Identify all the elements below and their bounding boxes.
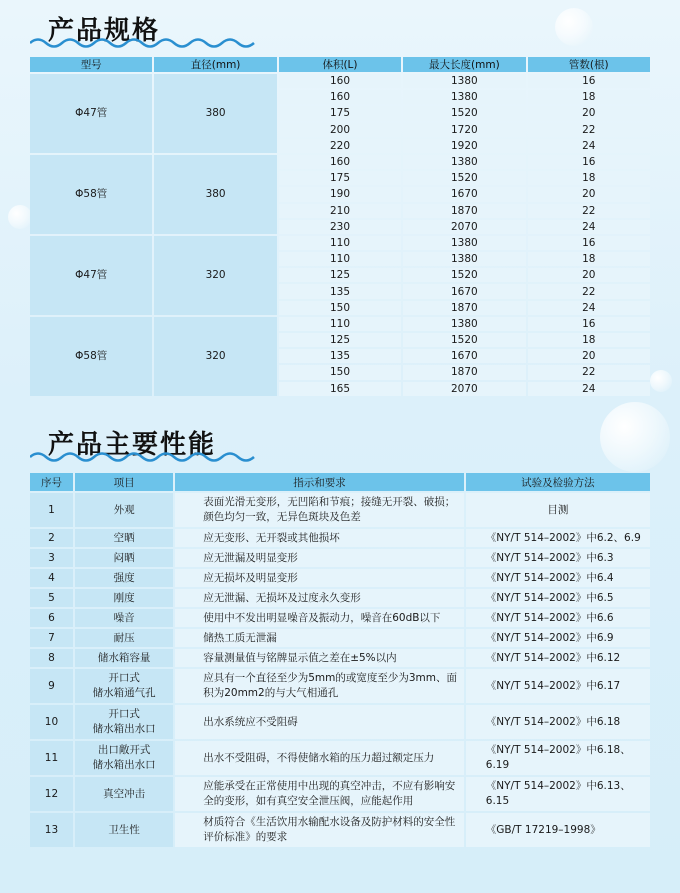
perf-item-cell: 强度	[75, 569, 173, 587]
perf-method-cell: 《NY/T 514–2002》中6.12	[466, 649, 650, 667]
spec-tube-count-cell: 16	[528, 155, 650, 169]
spec-model-cell: Φ58管	[30, 155, 152, 234]
perf-method-cell: 《NY/T 514–2002》中6.17	[466, 669, 650, 703]
perf-row	[30, 629, 650, 647]
spec-tube-count-cell: 20	[528, 187, 650, 201]
spec-tube-count-cell: 22	[528, 123, 650, 137]
perf-item-cell: 闷晒	[75, 549, 173, 567]
spec-model-cell: Φ47管	[30, 236, 152, 315]
spec-volume-cell: 165	[279, 382, 401, 396]
perf-item-cell: 开口式 储水箱出水口	[75, 705, 173, 739]
perf-method-cell: 《NY/T 514–2002》中6.9	[466, 629, 650, 647]
perf-requirement-cell: 表面光滑无变形，无凹陷和节痕；接缝无开裂、破损；颜色均匀一致，无异色斑块及色差	[175, 493, 464, 527]
perf-item-cell: 耐压	[75, 629, 173, 647]
perf-no-cell: 5	[30, 589, 73, 607]
spec-tube-count-cell: 20	[528, 349, 650, 363]
perf-no-cell: 13	[30, 813, 73, 847]
perf-item-cell: 真空冲击	[75, 777, 173, 811]
spec-max-length-cell: 1380	[403, 252, 525, 266]
spec-max-length-cell: 2070	[403, 220, 525, 234]
spec-max-length-cell: 1670	[403, 349, 525, 363]
perf-requirement-cell: 应无泄漏及明显变形	[175, 549, 464, 567]
spec-volume-cell: 135	[279, 284, 401, 298]
spec-max-length-cell: 1380	[403, 317, 525, 331]
perf-no-cell: 11	[30, 741, 73, 775]
spec-table	[28, 55, 652, 398]
spec-volume-cell: 110	[279, 317, 401, 331]
spec-volume-cell: 110	[279, 236, 401, 250]
perf-item-cell: 噪音	[75, 609, 173, 627]
spec-volume-cell: 150	[279, 301, 401, 315]
perf-method-cell: 《GB/T 17219–1998》	[466, 813, 650, 847]
spec-diameter-cell: 380	[154, 155, 276, 234]
spec-max-length-cell: 1520	[403, 106, 525, 120]
spec-max-length-cell: 1380	[403, 236, 525, 250]
spec-row	[30, 236, 650, 250]
bubble-decoration	[650, 370, 672, 392]
spec-max-length-cell: 1380	[403, 74, 525, 88]
spec-max-length-cell: 1670	[403, 187, 525, 201]
spec-volume-cell: 160	[279, 155, 401, 169]
perf-no-cell: 10	[30, 705, 73, 739]
spec-tube-count-cell: 16	[528, 74, 650, 88]
perf-method-cell: 《NY/T 514–2002》中6.13、6.15	[466, 777, 650, 811]
perf-row	[30, 669, 650, 703]
perf-row	[30, 705, 650, 739]
perf-requirement-cell: 使用中不发出明显噪音及振动力，噪音在60dB以下	[175, 609, 464, 627]
spec-volume-cell: 175	[279, 106, 401, 120]
perf-method-cell: 《NY/T 514–2002》中6.5	[466, 589, 650, 607]
bubble-decoration	[600, 402, 670, 472]
perf-no-cell: 3	[30, 549, 73, 567]
spec-volume-cell: 220	[279, 139, 401, 153]
perf-row	[30, 609, 650, 627]
perf-requirement-cell: 应无泄漏、无损坏及过度永久变形	[175, 589, 464, 607]
spec-tube-count-cell: 24	[528, 220, 650, 234]
spec-max-length-cell: 1870	[403, 301, 525, 315]
spec-volume-cell: 125	[279, 333, 401, 347]
spec-header-row	[30, 57, 650, 72]
perf-requirement-cell: 应能承受在正常使用中出现的真空冲击，不应有影响安全的变形，如有真空安全泄压阀，应能起作用	[175, 777, 464, 811]
perf-method-cell: 《NY/T 514–2002》中6.4	[466, 569, 650, 587]
perf-row	[30, 569, 650, 587]
perf-row	[30, 649, 650, 667]
spec-diameter-cell: 320	[154, 317, 276, 396]
spec-max-length-cell: 1520	[403, 333, 525, 347]
perf-requirement-cell: 应无变形、无开裂或其他损坏	[175, 529, 464, 547]
spec-tube-count-cell: 16	[528, 236, 650, 250]
perf-row	[30, 529, 650, 547]
section-title-performance: 产品主要性能	[48, 430, 217, 460]
header-item: 项目	[75, 473, 173, 491]
spec-tube-count-cell: 20	[528, 106, 650, 120]
spec-tube-count-cell: 18	[528, 171, 650, 185]
spec-max-length-cell: 1870	[403, 365, 525, 379]
perf-item-cell: 卫生性	[75, 813, 173, 847]
header-volume: 体积(L)	[279, 57, 401, 72]
spec-max-length-cell: 1380	[403, 90, 525, 104]
perf-method-cell: 《NY/T 514–2002》中6.3	[466, 549, 650, 567]
spec-tube-count-cell: 18	[528, 333, 650, 347]
bubble-decoration	[555, 8, 593, 46]
spec-max-length-cell: 1380	[403, 155, 525, 169]
spec-tube-count-cell: 24	[528, 382, 650, 396]
spec-max-length-cell: 1520	[403, 171, 525, 185]
perf-no-cell: 1	[30, 493, 73, 527]
spec-row	[30, 155, 650, 169]
spec-tube-count-cell: 18	[528, 252, 650, 266]
perf-row	[30, 777, 650, 811]
perf-row	[30, 589, 650, 607]
section-title-spec: 产品规格	[48, 16, 161, 46]
spec-diameter-cell: 380	[154, 74, 276, 153]
perf-no-cell: 2	[30, 529, 73, 547]
perf-method-cell: 目测	[466, 493, 650, 527]
perf-method-cell: 《NY/T 514–2002》中6.18	[466, 705, 650, 739]
header-tube-count: 管数(根)	[528, 57, 650, 72]
spec-volume-cell: 200	[279, 123, 401, 137]
spec-volume-cell: 190	[279, 187, 401, 201]
header-model: 型号	[30, 57, 152, 72]
spec-tube-count-cell: 22	[528, 204, 650, 218]
perf-row	[30, 549, 650, 567]
spec-diameter-cell: 320	[154, 236, 276, 315]
perf-requirement-cell: 出水不受阻碍，不得使储水箱的压力超过额定压力	[175, 741, 464, 775]
perf-item-cell: 储水箱容量	[75, 649, 173, 667]
spec-volume-cell: 210	[279, 204, 401, 218]
wave-divider	[30, 450, 260, 464]
wave-divider	[30, 36, 260, 50]
perf-requirement-cell: 容量测量值与铭牌显示值之差在±5%以内	[175, 649, 464, 667]
perf-row	[30, 813, 650, 847]
perf-no-cell: 9	[30, 669, 73, 703]
spec-row	[30, 317, 650, 331]
perf-no-cell: 4	[30, 569, 73, 587]
spec-volume-cell: 125	[279, 268, 401, 282]
spec-model-cell: Φ47管	[30, 74, 152, 153]
spec-tube-count-cell: 18	[528, 90, 650, 104]
header-requirement: 指示和要求	[175, 473, 464, 491]
header-no: 序号	[30, 473, 73, 491]
perf-item-cell: 外观	[75, 493, 173, 527]
header-method: 试验及检验方法	[466, 473, 650, 491]
spec-tube-count-cell: 20	[528, 268, 650, 282]
perf-item-cell: 开口式 储水箱通气孔	[75, 669, 173, 703]
perf-item-cell: 空晒	[75, 529, 173, 547]
perf-row	[30, 493, 650, 527]
spec-max-length-cell: 1870	[403, 204, 525, 218]
performance-table	[28, 471, 652, 849]
spec-model-cell: Φ58管	[30, 317, 152, 396]
spec-tube-count-cell: 24	[528, 301, 650, 315]
spec-volume-cell: 160	[279, 90, 401, 104]
perf-item-cell: 出口敞开式 储水箱出水口	[75, 741, 173, 775]
spec-max-length-cell: 1920	[403, 139, 525, 153]
spec-volume-cell: 135	[279, 349, 401, 363]
perf-no-cell: 8	[30, 649, 73, 667]
spec-tube-count-cell: 24	[528, 139, 650, 153]
perf-requirement-cell: 材质符合《生活饮用水输配水设备及防护材料的安全性评价标准》的要求	[175, 813, 464, 847]
spec-max-length-cell: 1720	[403, 123, 525, 137]
perf-no-cell: 12	[30, 777, 73, 811]
spec-volume-cell: 150	[279, 365, 401, 379]
spec-max-length-cell: 1520	[403, 268, 525, 282]
spec-row	[30, 74, 650, 88]
spec-volume-cell: 175	[279, 171, 401, 185]
spec-volume-cell: 110	[279, 252, 401, 266]
spec-max-length-cell: 1670	[403, 284, 525, 298]
perf-method-cell: 《NY/T 514–2002》中6.18、6.19	[466, 741, 650, 775]
perf-requirement-cell: 应具有一个直径至少为5mm的或宽度至少为3mm、面积为20mm2的与大气相通孔	[175, 669, 464, 703]
spec-volume-cell: 230	[279, 220, 401, 234]
perf-item-cell: 刚度	[75, 589, 173, 607]
spec-tube-count-cell: 16	[528, 317, 650, 331]
perf-method-cell: 《NY/T 514–2002》中6.2、6.9	[466, 529, 650, 547]
spec-max-length-cell: 2070	[403, 382, 525, 396]
header-max-length: 最大长度(mm)	[403, 57, 525, 72]
perf-no-cell: 7	[30, 629, 73, 647]
header-diameter: 直径(mm)	[154, 57, 276, 72]
perf-method-cell: 《NY/T 514–2002》中6.6	[466, 609, 650, 627]
perf-requirement-cell: 出水系统应不受阻碍	[175, 705, 464, 739]
perf-row	[30, 741, 650, 775]
perf-requirement-cell: 应无损坏及明显变形	[175, 569, 464, 587]
perf-no-cell: 6	[30, 609, 73, 627]
perf-requirement-cell: 储热工质无泄漏	[175, 629, 464, 647]
spec-volume-cell: 160	[279, 74, 401, 88]
spec-tube-count-cell: 22	[528, 284, 650, 298]
perf-header-row	[30, 473, 650, 491]
spec-tube-count-cell: 22	[528, 365, 650, 379]
